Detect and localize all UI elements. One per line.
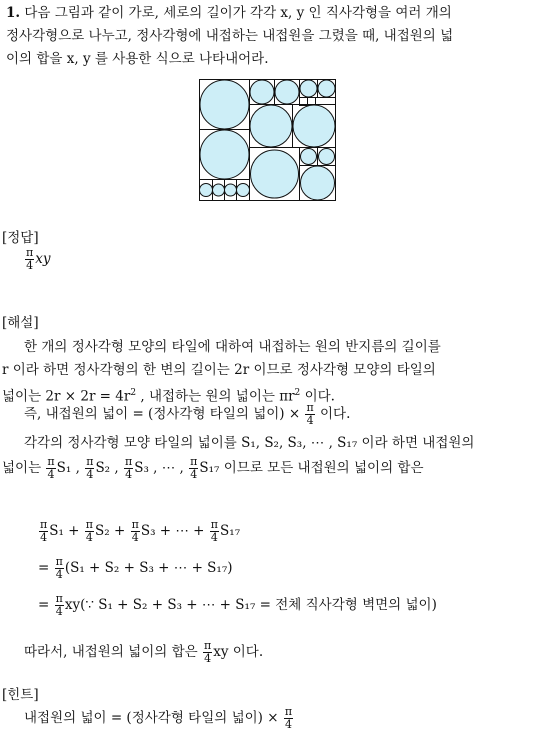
circle: [318, 80, 335, 97]
answer-fraction: $\frac{\pi}{4}$: [26, 246, 34, 272]
solution-p1-line2: r 이라 하면 정사각형의 한 변의 길이는 2r 이므로 정사각형 모양의 타일의: [2, 362, 436, 378]
circle: [250, 80, 274, 104]
circle: [237, 184, 250, 197]
circle: [200, 130, 249, 179]
solution-p1-line3: 넓이는 $2r \times 2r = 4r^2$ , 내접하는 원의 넓이는 $\pi r^2$ 이다.: [2, 388, 335, 405]
equation-3: = $\frac{\pi}{4}$ xy(∵ S₁ + S₂ + S₃ + ⋯ + S₁₇ = 전체 직사각형 벽면의 넓이): [38, 592, 437, 618]
answer-expression: $\frac{\pi}{4}$ xy: [26, 246, 51, 272]
problem-line-2: 정사각형으로 나누고, 정사각형에 내접하는 내접원을 그렸을 때, 내접원의 넓: [6, 28, 454, 44]
circle: [300, 80, 317, 97]
hint-label: [힌트]: [2, 687, 39, 703]
solution-p3-line1: 각각의 정사각형 모양 타일의 넓이를 S₁, S₂, S₃, ⋯ , S₁₇ 이라 하면 내접원의: [24, 435, 475, 451]
hint-text: 내접원의 넓이 = (정사각형 타일의 넓이) × $\frac{\pi}{4}$: [24, 705, 293, 731]
circle: [213, 184, 225, 196]
equation-2: = $\frac{\pi}{4}$ (S₁ + S₂ + S₃ + ⋯ + S₁₇): [38, 555, 233, 581]
answer-label: [정답]: [2, 230, 39, 246]
circle: [301, 149, 317, 165]
solution-label: [해설]: [2, 315, 39, 331]
solution-p3-line2: 넓이는 $\frac{\pi}{4}$ S₁ , $\frac{\pi}{4}$ S₂ , $\frac{\pi}{4}$ S₃ , ⋯ , $\frac{\pi}{4}$ S₁₇ 이므로 모든 내접원의 넓이의 합은: [2, 455, 424, 481]
tiling-figure: [199, 79, 337, 202]
problem-text-1: 다음 그림과 같이 가로, 세로의 길이가 각각 x, y 인 직사각형을 여러 개의: [24, 5, 452, 21]
circle: [275, 80, 299, 104]
solution-p1-line1: 한 개의 정사각형 모양의 타일에 대하여 내접하는 원의 반지름의 길이를: [24, 339, 441, 355]
circle: [250, 105, 292, 147]
circle: [251, 150, 299, 198]
circle: [293, 105, 335, 147]
problem-number: 1.: [6, 5, 21, 21]
conclusion: 따라서, 내접원의 넓이의 합은 $\frac{\pi}{4}$ xy 이다.: [24, 639, 264, 665]
equation-1: $\frac{\pi}{4}$ S₁ + $\frac{\pi}{4}$ S₂ + $\frac{\pi}{4}$ S₃ + ⋯ + $\frac{\pi}{4}$ S₁₇: [40, 518, 241, 544]
circle: [301, 166, 335, 200]
circle: [225, 184, 237, 196]
problem-line-3: 이의 합을 x, y 를 사용한 식으로 나타내어라.: [6, 51, 269, 67]
solution-p2: 즉, 내접원의 넓이 = (정사각형 타일의 넓이) × $\frac{\pi}{4}$ 이다.: [24, 401, 351, 427]
circle: [200, 80, 249, 129]
circle: [319, 149, 335, 165]
problem-line-1: [6, 2, 452, 24]
circle: [200, 184, 213, 197]
